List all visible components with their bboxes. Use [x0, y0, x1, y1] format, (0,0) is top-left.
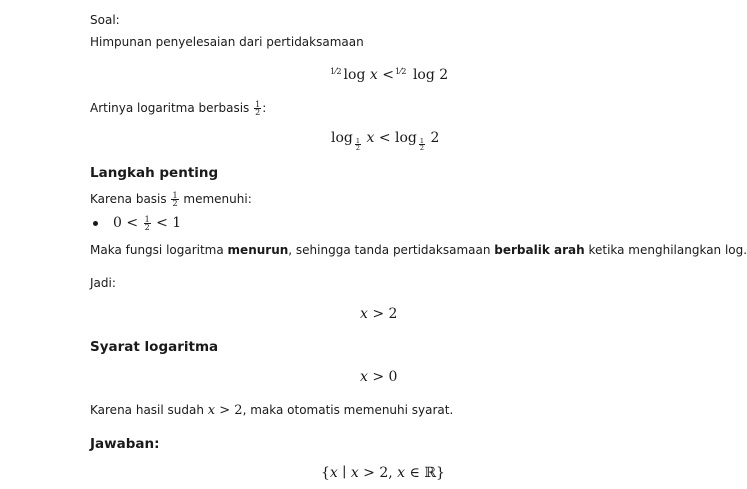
result-line: Karena hasil sudah x > 2, maka otomatis memenuhi syarat. — [90, 403, 454, 418]
equation-1: $^{1⁄2}$ log x <$^{1⁄2}$ log 2 — [330, 67, 449, 83]
equation-4: x > 0 — [360, 369, 398, 385]
heading-steps: Langkah penting — [90, 165, 219, 181]
problem-intro: Himpunan penyelesaian dari pertidaksamaan — [90, 35, 364, 49]
decreasing-line: Maka fungsi logaritma menurun, sehingga tanda pertidaksamaan berbalik arah ketika menghilangkan log. — [90, 243, 747, 257]
bullet-inequality: 0 < $\frac{1}{2}$ < 1 — [113, 214, 182, 232]
heading-answer: Jawaban: — [90, 436, 160, 452]
answer-set: {x ∣ x > 2, x ∈ ℝ} — [321, 465, 445, 481]
basis-line: Karena basis $\frac{1}{2}$ memenuhi: — [90, 191, 252, 208]
equation-2: log $\frac{1}{2}$ x < log $\frac{1}{2}$ 2 — [331, 130, 440, 152]
soal-label: Soal: — [90, 13, 120, 27]
fraction-half: $\frac{1}{2}$ — [172, 191, 178, 208]
fraction-half: $\frac{1}{2}$ — [255, 100, 261, 117]
heading-condition: Syarat logaritma — [90, 339, 219, 355]
bullet-dot — [93, 221, 98, 226]
meaning-line: Artinya logaritma berbasis $\frac{1}{2}$ : — [90, 100, 267, 117]
equation-3: x > 2 — [360, 306, 398, 322]
jadi-label: Jadi: — [90, 276, 116, 290]
